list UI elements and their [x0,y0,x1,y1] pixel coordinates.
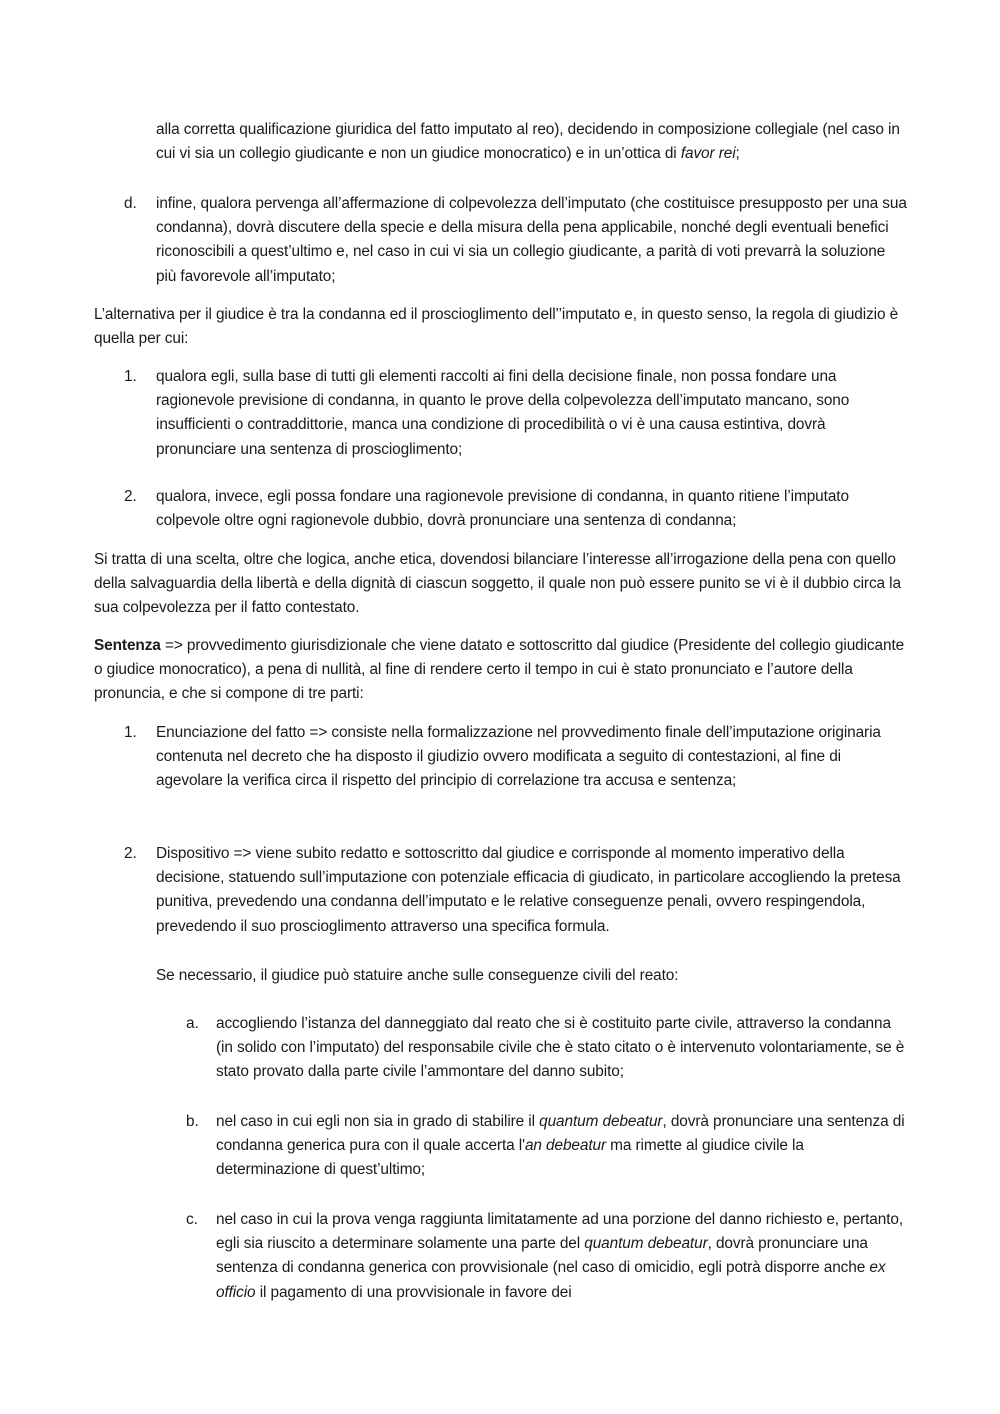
list-item-text: Dispositivo => viene subito redatto e sottoscritto dal giudice e corrisponde al momento imperativo della decisione, statuendo sull’imputazione con potenziale efficacia di giudicato, in particolare accogliendo la pretesa punitiva, prevedendo una condanna dell’imputato e le relative conseguenze penali, ovvero respingendola, prevedendo il suo proscioglimento attraverso una specifica formula. [156,845,901,935]
list-marker: 2. [124,845,137,862]
text-segment: ma rimette al giudice civile la determinazione di quest’ultimo; [216,1137,804,1179]
continuation-text: alla corretta qualificazione giuridica del fatto imputato al reo), decidendo in composizione collegiale (nel caso in cui vi sia un collegio giudicante e non un giudice monocratico) e in un’ottica di [156,121,900,163]
continuation-end: ; [735,145,740,163]
list-item-text: accogliendo l’istanza del danneggiato dal reato che si è costituito parte civile, attraverso la condanna (in solido con l’imputato) del responsabile civile che è stato citato o è intervenuto volontariamente, se è stato provato dalla parte civile l’ammontare del danno subito; [216,1015,905,1081]
list-marker: c. [186,1211,198,1228]
sentenza-term: Sentenza [94,637,161,654]
paragraph-sentenza [94,634,914,707]
text-segment: nel caso in cui egli non sia in grado di stabilire il [216,1113,540,1130]
list-item-text: qualora, invece, egli possa fondare una ragionevole previsione di condanna, in quanto ritiene l’imputato colpevole oltre ogni ragionevole dubbio, dovrà pronunciare una sentenza di condanna; [156,488,849,530]
continuation-paragraph [156,118,908,166]
text-segment: nel caso in cui la prova venga raggiunta limitatamente ad una porzione del danno richiesto e, pertanto, egli sia riuscito a determinare solamente una parte del [216,1211,903,1253]
sentenza-definition: => provvedimento giurisdizionale che viene datato e sottoscritto dal giudice (Presidente del collegio giudicante o giudice monocratico), a pena di nullità, al fine di rendere certo il tempo in cui è stato pronunciato e l’autore della pronuncia, e che si compone di tre parti: [94,637,905,703]
italic-term: ex officio [216,1259,886,1301]
list-marker: 1. [124,724,137,741]
paragraph-conseguenze-civili: Se necessario, il giudice può statuire anche sulle conseguenze civili del reato: [156,967,679,984]
text-segment: , dovrà pronunciare una sentenza di condanna generica con provvisionale (nel caso di omicidio, egli potrà disporre anche [216,1235,870,1277]
list-marker: b. [186,1113,199,1130]
italic-term: quantum debeatur [539,1113,663,1130]
italic-term: an debeatur [524,1137,606,1155]
list-item-text [216,1208,906,1305]
list-item-text: qualora egli, sulla base di tutti gli elementi raccolti ai fini della decisione finale, non possa fondare una ragionevole previsione di condanna, in quanto le prove della colpevolezza dell’imputato mancano, sono insufficienti o contraddittorie, manca una condizione di procedibilità o vi è una causa estintiva, dovrà pronunciare una sentenza di proscioglimento; [156,368,850,458]
text-segment: il pagamento di una provvisionale in favore dei [255,1283,572,1301]
list-item-text [216,1110,906,1183]
paragraph-scelta: Si tratta di una scelta, oltre che logica, anche etica, dovendosi bilanciare l’interesse all’irrogazione della pena con quello della salvaguardia della libertà e della dignità di ciascun soggetto, il quale non può essere punito se vi è il dubbio circa la sua colpevolezza per il fatto contestato. [94,551,901,617]
list-marker: 1. [124,368,137,385]
list-item-text: Enunciazione del fatto => consiste nella formalizzazione nel provvedimento finale dell’imputazione originaria contenuta nel decreto che ha disposto il giudizio ovvero modificata a seguito di contestazioni, al fine di agevolare la verifica circa il rispetto del principio di correlazione tra accusa e sentenza; [156,724,881,790]
list-item-text: infine, qualora pervenga all’affermazione di colpevolezza dell’imputato (che costituisce presupposto per una sua condanna), dovrà discutere della specie e della misura della pena applicabile, nonché degli eventuali benefici riconoscibili a quest’ultimo e, nel caso in cui vi sia un collegio giudicante, a parità di voti prevarrà la soluzione più favorevole all’imputato; [156,195,907,285]
italic-term: quantum debeatur [584,1235,708,1253]
continuation-italic: favor rei [680,145,736,163]
list-marker: d. [124,195,137,212]
list-marker: 2. [124,488,137,505]
paragraph-alternativa: L’alternativa per il giudice è tra la condanna ed il proscioglimento dell’’imputato e, in questo senso, la regola di giudizio è quella per cui: [94,306,899,348]
text-segment: , dovrà pronunciare una sentenza di condanna generica pura con il quale accerta l' [216,1113,905,1155]
list-marker: a. [186,1015,199,1032]
